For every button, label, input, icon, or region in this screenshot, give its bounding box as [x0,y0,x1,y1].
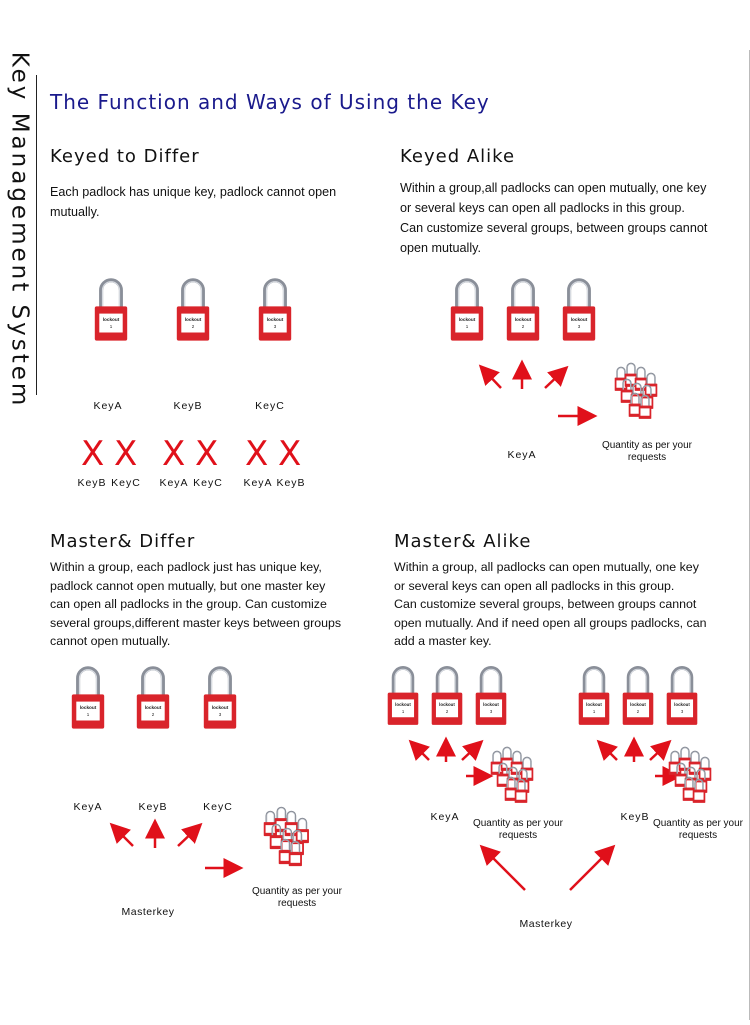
arrow-master-right [570,850,610,890]
description-line: or several keys can open all padlocks in this group. [394,578,675,593]
cross-mark: X [278,434,302,474]
padlock-icon [288,840,303,867]
description-line: Within a group,all padlocks can open mutually, one key [400,181,707,195]
svg-text:2: 2 [521,324,525,329]
svg-text:lockout: lockout [184,316,202,322]
svg-text:3: 3 [218,712,222,717]
svg-text:3: 3 [680,709,684,714]
master-differ-key-label: KeyC [203,801,233,813]
x-key-label: KeyB [77,477,107,489]
x-key-label: KeyC [111,477,141,489]
arrow-up-left [414,745,429,760]
description-line: open mutually. And if need open all groups padlocks, can [394,615,707,630]
padlock-icon [638,394,652,420]
arrow-up-left [115,828,133,846]
arrow-up-left [484,370,501,388]
padlock-icon [621,661,655,731]
arrow-up-right [545,371,563,388]
padlock-icon [135,661,171,735]
quantity-note: Quantity as per your requests [601,440,693,463]
cross-mark: X [162,434,186,474]
svg-text:1: 1 [109,324,113,329]
cross-mark: X [114,434,138,474]
master-alike-description [394,558,739,651]
quantity-note: Quantity as per your requests [472,818,564,841]
x-key-label: KeyB [276,477,306,489]
description-line: Within a group, each padlock just has unique key, [50,560,322,574]
x-key-label: KeyA [159,477,189,489]
svg-text:lockout: lockout [211,704,229,710]
cross-mark: X [195,434,219,474]
side-title: Key Management System [6,51,33,409]
svg-text:1: 1 [592,709,596,714]
x-key-label: KeyC [193,477,223,489]
section-title-master-alike: Master& Alike [394,531,532,552]
master-key-label: Masterkey [121,906,175,918]
svg-text:lockout: lockout [144,704,162,710]
svg-text:lockout: lockout [458,316,476,322]
svg-text:3: 3 [577,324,581,329]
svg-text:1: 1 [465,324,469,329]
padlock-icon [505,274,541,346]
keyed-alike-key-label: KeyA [507,449,537,461]
description-line: can open all padlocks in the group. Can customize [50,597,327,611]
keyed-differ-key-label: KeyC [255,400,285,412]
master-alike-key-b-label: KeyB [620,811,650,823]
master-alike-key-a-label: KeyA [430,811,460,823]
arrow-up-right [178,828,197,846]
svg-text:lockout: lockout [266,316,284,322]
padlock-icon [175,274,211,346]
section-title-master-differ: Master& Differ [50,531,196,552]
description-line: several groups,different master keys between groups [50,615,342,630]
keyed-differ-key-label: KeyA [93,400,123,412]
main-title: The Function and Ways of Using the Key [50,90,490,114]
svg-text:2: 2 [191,324,195,329]
padlock-icon [70,661,106,735]
arrow-up-left [602,745,617,760]
description-line: Can customize several groups, between groups cannot [400,221,708,235]
svg-text:1: 1 [401,709,405,714]
keyed-differ-description: Each padlock has unique key, padlock cannot open mutually. [50,185,337,219]
quantity-note: Quantity as per your requests [652,818,744,841]
description-line: cannot open mutually. [50,634,171,648]
svg-text:3: 3 [489,709,493,714]
padlock-icon [257,274,293,346]
section-title-keyed-alike: Keyed Alike [400,146,516,167]
x-key-label: KeyA [243,477,273,489]
arrow-up-right [462,745,478,760]
description-line: Within a group, all padlocks can open mutually, one key [394,560,699,574]
padlock-icon [449,274,485,346]
master-differ-description [50,558,380,651]
keyed-differ-key-label: KeyB [173,400,203,412]
padlock-icon [386,661,420,731]
svg-text:3: 3 [273,324,277,329]
side-divider [36,75,37,395]
svg-text:lockout: lockout [514,316,532,322]
section-title-keyed-differ: Keyed to Differ [50,146,200,167]
svg-text:lockout: lockout [102,316,120,322]
cross-mark: X [245,434,269,474]
description-line: open mutually. [400,241,481,255]
svg-text:lockout: lockout [586,702,602,708]
cross-mark: X [81,434,105,474]
padlock-icon [665,661,699,731]
padlock-icon [430,661,464,731]
svg-text:lockout: lockout [79,704,97,710]
padlock-icon [692,778,706,804]
padlock-icon [577,661,611,731]
master-key-label: Masterkey [519,918,573,930]
svg-text:lockout: lockout [630,702,646,708]
quantity-note: Quantity as per your requests [251,886,343,909]
svg-text:2: 2 [151,712,155,717]
svg-text:2: 2 [636,709,640,714]
svg-text:1: 1 [86,712,90,717]
description-line: or several keys can open all padlocks in this group. [400,201,685,215]
svg-text:lockout: lockout [674,702,690,708]
svg-text:lockout: lockout [483,702,499,708]
master-differ-key-label: KeyA [73,801,103,813]
padlock-icon [514,778,528,804]
master-differ-key-label: KeyB [138,801,168,813]
description-line: add a master key. [394,634,492,648]
svg-text:2: 2 [445,709,449,714]
arrow-up-right [650,745,666,760]
padlock-icon [561,274,597,346]
svg-text:lockout: lockout [570,316,588,322]
keyed-alike-description [400,178,740,258]
svg-text:lockout: lockout [439,702,455,708]
description-line: padlock cannot open mutually, but one master key [50,578,326,593]
padlock-icon [93,274,129,346]
description-line: Can customize several groups, between groups cannot [394,597,697,611]
arrow-master-left [485,850,525,890]
padlock-icon [474,661,508,731]
padlock-icon [202,661,238,735]
svg-text:lockout: lockout [395,702,411,708]
